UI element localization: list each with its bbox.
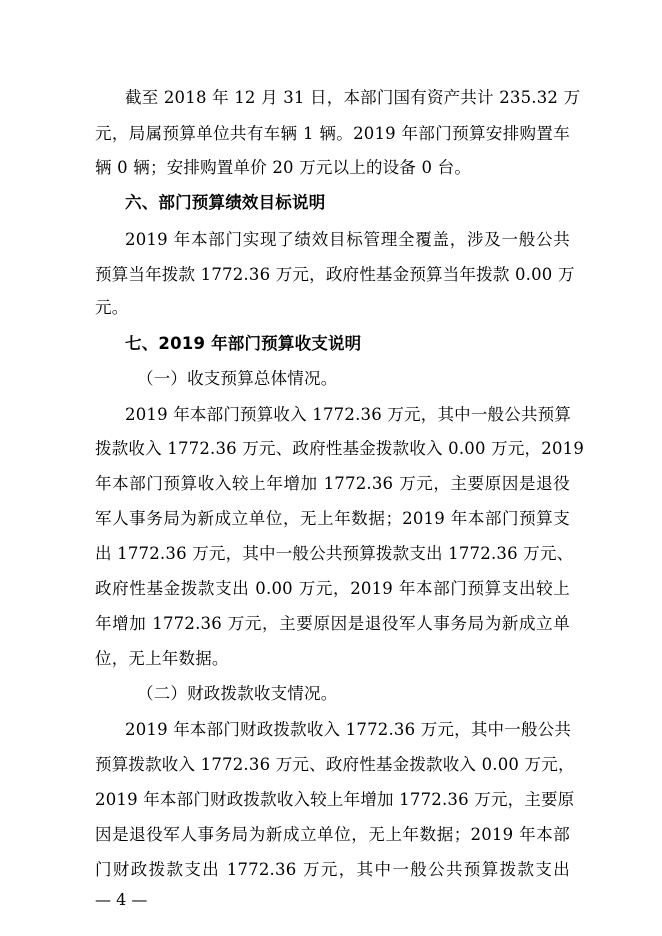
paragraph-line: 年增加 1772.36 万元，主要原因是退役军人事务局为新成立单 xyxy=(95,614,570,633)
paragraph-line: 出 1772.36 万元，其中一般公共预算拨款支出 1772.36 万元、 xyxy=(95,544,574,563)
section-heading-seven: 七、2019 年部门预算收支说明 xyxy=(125,334,362,353)
paragraph-line: 辆 0 辆；安排购置单价 20 万元以上的设备 0 台。 xyxy=(95,158,472,177)
paragraph-line: 2019 年本部门预算收入 1772.36 万元，其中一般公共预算 xyxy=(125,405,572,424)
page-number: — 4 — xyxy=(95,890,148,909)
paragraph-line: 2019 年本部门财政拨款收入较上年增加 1772.36 万元，主要原 xyxy=(95,790,575,809)
paragraph-line: 政府性基金拨款支出 0.00 万元，2019 年本部门预算支出较上 xyxy=(95,579,570,598)
paragraph-line: 军人事务局为新成立单位，无上年数据；2019 年本部门预算支 xyxy=(95,509,570,528)
paragraph-line: 截至 2018 年 12 月 31 日，本部门国有资产共计 235.32 万 xyxy=(125,88,581,107)
subsection-heading-one: （一）收支预算总体情况。 xyxy=(137,369,338,388)
paragraph-line: 门财政拨款支出 1772.36 万元，其中一般公共预算拨款支出 xyxy=(95,860,570,879)
paragraph-line: 年本部门预算收入较上年增加 1772.36 万元，主要原因是退役 xyxy=(95,474,570,493)
paragraph-line: 预算拨款收入 1772.36 万元、政府性基金拨款收入 0.00 万元， xyxy=(95,755,575,774)
paragraph-line: 2019 年本部门财政拨款收入 1772.36 万元，其中一般公共 xyxy=(125,720,572,739)
paragraph-line: 拨款收入 1772.36 万元、政府性基金拨款收入 0.00 万元，2019 xyxy=(95,439,585,458)
paragraph-line: 位，无上年数据。 xyxy=(95,649,229,668)
paragraph-line: 元，局属预算单位共有车辆 1 辆。2019 年部门预算安排购置车 xyxy=(95,124,570,143)
paragraph-line: 元。 xyxy=(95,298,129,317)
section-heading-six: 六、部门预算绩效目标说明 xyxy=(125,193,326,212)
paragraph-line: 预算当年拨款 1772.36 万元，政府性基金预算当年拨款 0.00 万 xyxy=(95,265,575,284)
paragraph-line: 2019 年本部门实现了绩效目标管理全覆盖，涉及一般公共 xyxy=(125,230,570,249)
paragraph-line: 因是退役军人事务局为新成立单位，无上年数据；2019 年本部 xyxy=(95,825,570,844)
subsection-heading-two: （二）财政拨款收支情况。 xyxy=(137,684,338,703)
